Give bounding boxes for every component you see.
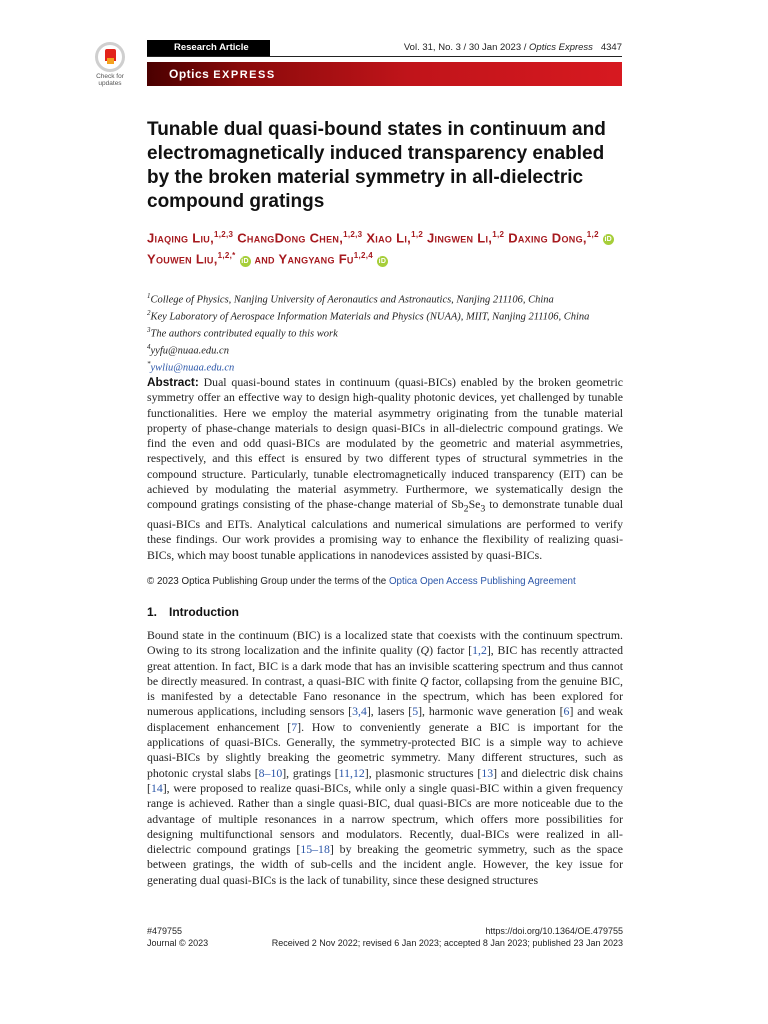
orcid-icon[interactable]: iD xyxy=(241,257,249,265)
author-affiliation-sup: 1,2 xyxy=(586,230,599,239)
affiliation-item: $^3$The authors contributed equally to this work xyxy=(147,326,338,340)
journal-banner xyxy=(147,62,622,86)
citation-link[interactable]: 3,4 xyxy=(352,704,367,719)
affiliation-list xyxy=(147,290,627,375)
abstract: Abstract: Dual quasi-bound states in continuum (quasi-BICs) enabled by the broken geometric symmetry offer an effective way to design high-quality photonic devices, yet challenged by tunable functionalities. Here we employ the material asymmetry originating from the tunable material property of phase-change materials to design quasi-BICs in all-dielectric compound gratings. We find the even and odd quasi-BICs are modulated by the geometric and material asymmetries, respectively, and this effect is ensured by two different types of structural symmetries in the compound structure. Particularly, tunable electromagnetically induced transparency (EIT) can be achieved by modulating the material asymmetry. Furthermore, we systematically design the compound gratings consisting of the phase-change material of $Sb_2Se_3$ to demonstrate tunable dual quasi-BICs and EITs. Analytical calculations and numerical simulations are performed to verify these findings. Our work provides a promising way to enhance the flexibility of realizing quasi-BICs, which may boost tunable applications in nanodevices assisted by quasi-BICs. xyxy=(147,375,623,562)
orcid-icon[interactable]: iD xyxy=(378,257,387,265)
citation-link[interactable]: 13 xyxy=(481,765,494,780)
affiliation-item: $^4$yyfu@nuaa.edu.cn xyxy=(147,343,229,357)
copyright-notice: © 2023 Optica Publishing Group under the terms of the Optica Open Access Publishing Agreement xyxy=(147,576,576,587)
introduction-paragraph: Bound state in the continuum (BIC) is a localized state that coexists with the continuum spectrum. Owing to its strong localization and the infinite quality (Q) factor [1,2], BIC has recently attracted great attention. In fact, BIC is a dark mode that has an invisible scattering spectrum and thus cannot be directly measured. In contrast, a quasi-BIC with finite Q factor, collapsing from the genuine BIC, is manifested by a detectable Fano resonance in the spectrum, which has been explored for numerous applications, including sensors [3,4], lasers [5], harmonic wave generation [6] and weak displacement enhancement [7]. How to conveniently generate a BIC is important for the applications of quasi-BICs. Generally, the symmetry-protected BIC is a simple way to achieve quasi-BICs by slightly breaking the geometric symmetry. Many different structures, such as photonic crystal slabs [8–10], gratings [11,12], plasmonic structures [13] and dielectric disk chains [14], were proposed to realize quasi-BICs, while only a single quasi-BIC within a given frequency range is achieved. Rather than a single quasi-BIC, dual quasi-BICs are more noticeable due to the advantage of multiple resonances in a narrow spectrum, which offers more possibilities for designing multifunctional sensors and modulators. Recently, dual-BICs were realized in all-dielectric compound gratings [15–18] by breaking the geometric symmetry, such as the space between gratings, the width of sub-cells and the incident angle. However, the key issue for generating dual quasi-BICs is the lack of tunability, since these designed structures xyxy=(147,628,623,887)
doi-link[interactable]: https://doi.org/10.1364/OE.479755 xyxy=(485,926,623,936)
author-name: Jiaqing Liu, xyxy=(147,230,214,246)
article-id: #479755 xyxy=(147,926,183,936)
citation-link[interactable]: 15–18 xyxy=(300,842,330,857)
journal-logo: Optics EXPRESS xyxy=(169,67,276,81)
author-affiliation-sup: 1,2 xyxy=(492,230,505,239)
citation-link[interactable]: 6 xyxy=(563,704,570,719)
journal-name-italic: Optics Express xyxy=(529,42,593,53)
author-affiliation-sup: 1,2,* xyxy=(217,251,236,261)
orcid-icon[interactable]: iD xyxy=(604,236,613,244)
license-link[interactable]: Optica Open Access Publishing Agreement xyxy=(388,576,576,587)
author-name: Yangyang Fu xyxy=(278,251,354,267)
check-for-updates-badge[interactable] xyxy=(88,42,132,90)
author-affiliation-sup: 1,2,4 xyxy=(353,251,374,261)
author-name: Daxing Dong, xyxy=(508,230,587,246)
author-affiliation-sup: 1,2 xyxy=(411,230,424,239)
citation-link[interactable]: 11,12 xyxy=(338,765,365,780)
citation-link[interactable]: 1,2 xyxy=(472,643,487,658)
citation-link[interactable]: 14 xyxy=(150,780,163,795)
badge-label: Check for updates xyxy=(96,73,124,87)
affiliation-item: $^1$College of Physics, Nanjing University of Aeronautics and Astronautics, Nanjing 211106, China xyxy=(147,292,554,306)
citation-link[interactable]: 7 xyxy=(291,719,298,734)
publication-dates: Received 2 Nov 2022; revised 6 Jan 2023; accepted 8 Jan 2023; published 23 Jan 2023 xyxy=(271,938,623,948)
citation-link[interactable]: 8–10 xyxy=(258,765,283,780)
citation-link[interactable]: 5 xyxy=(412,704,419,719)
page-number: 4347 xyxy=(600,42,622,53)
author-list xyxy=(147,226,617,269)
affiliation-item: $^2$Key Laboratory of Aerospace Information Materials and Physics (NUAA), MIIT, Nanjing 211106, China xyxy=(147,309,590,323)
bookmark-icon xyxy=(95,42,125,72)
running-header xyxy=(147,40,622,57)
author-name: Jingwen Li, xyxy=(427,230,493,246)
section-heading: 1. Introduction xyxy=(147,605,239,619)
author-affiliation-sup: 1,2,3 xyxy=(343,230,363,239)
author-name: Youwen Liu, xyxy=(147,251,218,267)
article-type-label: Research Article xyxy=(147,40,270,56)
author-name: Xiao Li, xyxy=(366,230,412,246)
author-affiliation-sup: 1,2,3 xyxy=(214,230,234,239)
journal-copyright: Journal © 2023 xyxy=(147,938,209,948)
author-separator: and xyxy=(250,251,279,267)
issue-meta: Vol. 31, No. 3 / 30 Jan 2023 / Optics Express 4347 xyxy=(403,42,622,53)
abstract-label: Abstract: xyxy=(147,375,199,389)
author-name: ChangDong Chen, xyxy=(237,230,344,246)
article-title: Tunable dual quasi-bound states in continuum and electromagnetically induced transparency enabled by the broken material symmetry in all-dielectric compound gratings xyxy=(147,119,606,212)
affiliation-item[interactable]: *ywliu@nuaa.edu.cn xyxy=(147,360,235,374)
